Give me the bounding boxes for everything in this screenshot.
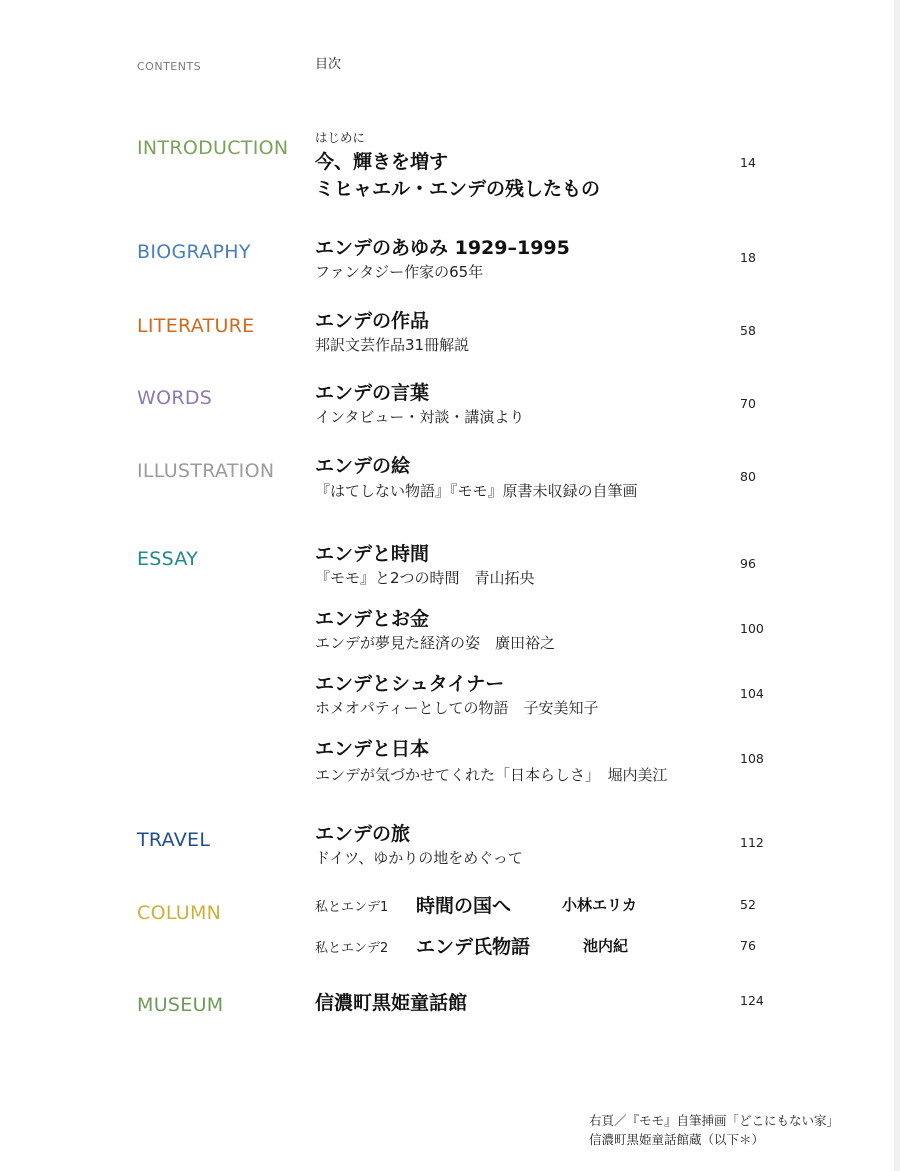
lit-page-number: 58 — [740, 323, 756, 338]
column1-author: 小林エリカ — [562, 896, 637, 914]
travel-page-number: 112 — [740, 835, 764, 850]
lit-title: エンデの作品 — [315, 310, 430, 332]
section-label-museum: MUSEUM — [137, 994, 224, 1016]
illus-page-number: 80 — [740, 469, 756, 484]
column2-author: 池内紀 — [583, 937, 629, 955]
words-subtitle: インタビュー・対談・講演より — [315, 408, 525, 426]
column1-title: 時間の国へ — [416, 895, 512, 917]
words-page-number: 70 — [740, 396, 756, 411]
essay3-page-number: 104 — [740, 686, 764, 701]
museum-title: 信濃町黒姫童話館 — [315, 992, 468, 1014]
column1-page-number: 52 — [740, 897, 756, 912]
photo-caption-line2: 信濃町黒姫童話館蔵（以下＊） — [589, 1132, 765, 1147]
essay2-page-number: 100 — [740, 621, 764, 636]
section-label-illustration: ILLUSTRATION — [137, 460, 275, 482]
section-label-biography: BIOGRAPHY — [137, 241, 251, 263]
essay2-title: エンデとお金 — [315, 608, 430, 630]
travel-subtitle: ドイツ、ゆかりの地をめぐって — [315, 849, 523, 867]
column2-title: エンデ氏物語 — [416, 936, 531, 958]
bio-subtitle: ファンタジー作家の65年 — [315, 263, 484, 281]
column1-label: 私とエンデ1 — [315, 900, 389, 915]
section-label-travel: TRAVEL — [137, 829, 211, 851]
illus-subtitle: 『はてしない物語』『モモ』原書未収録の自筆画 — [315, 482, 638, 500]
column2-page-number: 76 — [740, 938, 756, 953]
intro-page-number: 14 — [740, 155, 756, 170]
section-label-essay: ESSAY — [137, 548, 199, 570]
intro-prefix: はじめに — [315, 130, 366, 145]
words-title: エンデの言葉 — [315, 382, 430, 404]
essay3-title: エンデとシュタイナー — [315, 673, 505, 695]
bio-title: エンデのあゆみ 1929–1995 — [315, 237, 570, 259]
essay4-page-number: 108 — [740, 751, 764, 766]
essay2-subtitle: エンデが夢見た経済の姿 廣田裕之 — [315, 634, 556, 652]
page-edge — [894, 0, 900, 1171]
essay1-title: エンデと時間 — [315, 543, 430, 565]
museum-page-number: 124 — [740, 993, 764, 1008]
photo-caption-line1: 右頁／『モモ』自筆挿画「どこにもない家」 — [589, 1113, 840, 1128]
intro-title-line2: ミヒャエル・エンデの残したもの — [315, 178, 601, 200]
section-label-words: WORDS — [137, 387, 213, 409]
essay4-subtitle: エンデが気づかせてくれた「日本らしさ」 堀内美江 — [315, 766, 668, 784]
essay1-subtitle: 『モモ』と2つの時間 青山拓央 — [315, 569, 535, 587]
essay4-title: エンデと日本 — [315, 738, 430, 760]
travel-title: エンデの旅 — [315, 823, 411, 845]
section-label-literature: LITERATURE — [137, 315, 255, 337]
contents-heading-en: CONTENTS — [137, 60, 202, 73]
section-label-column: COLUMN — [137, 902, 222, 924]
contents-heading-jp: 目次 — [315, 57, 342, 72]
bio-page-number: 18 — [740, 250, 756, 265]
illus-title: エンデの絵 — [315, 455, 411, 477]
essay3-subtitle: ホメオパティーとしての物語 子安美知子 — [315, 699, 599, 717]
intro-title-line1: 今、輝きを増す — [315, 151, 449, 173]
section-label-introduction: INTRODUCTION — [137, 137, 289, 159]
essay1-page-number: 96 — [740, 556, 756, 571]
column2-label: 私とエンデ2 — [315, 941, 389, 956]
lit-subtitle: 邦訳文芸作品31冊解説 — [315, 336, 470, 354]
